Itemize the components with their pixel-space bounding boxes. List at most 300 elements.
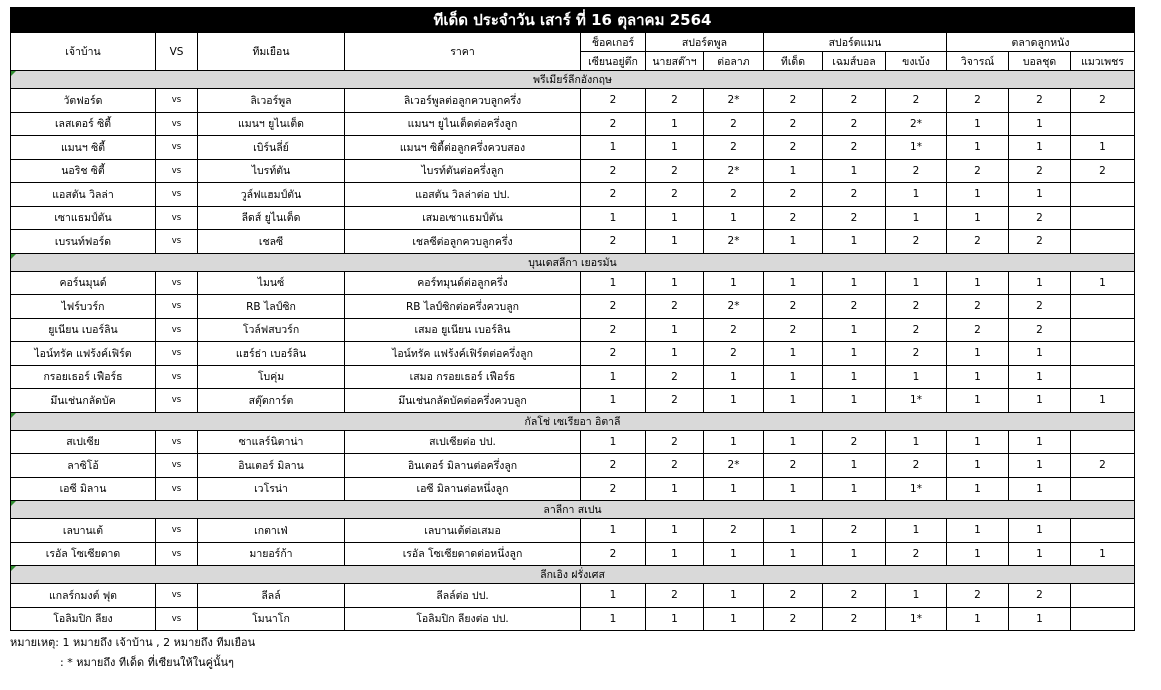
tip-cell: 2	[581, 318, 646, 342]
tip-cell: 1	[1071, 271, 1135, 295]
tip-cell: 2	[1009, 89, 1071, 113]
away-team: เบิร์นลี่ย์	[198, 136, 345, 160]
tip-cell: 2	[823, 430, 886, 454]
tip-cell: 1	[704, 430, 764, 454]
tip-cell: 1	[823, 230, 886, 254]
tip-cell: 2	[823, 183, 886, 207]
tip-cell: 2	[823, 519, 886, 543]
tip-cell: 2	[704, 342, 764, 366]
tip-cell: 2*	[704, 230, 764, 254]
tip-cell: 1*	[886, 136, 947, 160]
tip-cell: 2	[886, 159, 947, 183]
tip-cell: 1	[823, 389, 886, 413]
header-sub: เซียนอยู่ตึก	[581, 52, 646, 71]
tip-cell: 1	[886, 430, 947, 454]
tip-cell: 2	[581, 183, 646, 207]
tip-cell: 1	[947, 477, 1009, 501]
tip-cell: 2	[947, 230, 1009, 254]
header-sub: ต่อลาภ	[704, 52, 764, 71]
league-name: บุนเดสลีกา เยอรมัน	[11, 253, 1135, 271]
price: ลีลล์ต่อ ปป.	[345, 584, 581, 608]
header-sub: ขงเบ้ง	[886, 52, 947, 71]
tip-cell: 2	[1009, 206, 1071, 230]
tip-cell: 2	[823, 136, 886, 160]
tip-cell: 1	[646, 230, 704, 254]
tip-cell: 1	[947, 607, 1009, 631]
tip-cell: 1	[1009, 136, 1071, 160]
tip-cell: 1	[704, 477, 764, 501]
match-row	[11, 183, 1135, 207]
away-team: RB ไลป์ซิก	[198, 295, 345, 319]
tip-cell: 1	[1071, 136, 1135, 160]
tip-cell: 2	[581, 159, 646, 183]
vs-label: vs	[156, 206, 198, 230]
vs-label: vs	[156, 89, 198, 113]
tip-cell: 2	[581, 295, 646, 319]
match-row	[11, 112, 1135, 136]
tip-cell: 1	[1009, 112, 1071, 136]
corner-marker-icon	[11, 566, 16, 571]
away-team: ลิเวอร์พูล	[198, 89, 345, 113]
league-name: ลีกเอิง ฝรั่งเศส	[11, 566, 1135, 584]
tip-cell: 1	[581, 430, 646, 454]
corner-marker-icon	[11, 254, 16, 259]
tip-cell: 1	[764, 389, 823, 413]
vs-label: vs	[156, 136, 198, 160]
note-line-1: หมายเหตุ: 1 หมายถึง เจ้าบ้าน , 2 หมายถึง ทีมเยือน	[10, 636, 256, 649]
tip-cell	[1071, 295, 1135, 319]
vs-label: vs	[156, 112, 198, 136]
tip-cell: 2	[764, 607, 823, 631]
tip-cell	[1071, 342, 1135, 366]
tip-cell: 1	[646, 112, 704, 136]
tip-cell: 1	[823, 454, 886, 478]
tip-cell: 1	[947, 271, 1009, 295]
tip-cell: 2	[646, 365, 704, 389]
home-team: ไอน์ทรัค แฟร้งค์เฟิร์ต	[11, 342, 156, 366]
price: ไบรท์ตันต่อครึ่งลูก	[345, 159, 581, 183]
vs-label: vs	[156, 430, 198, 454]
tip-cell: 2	[646, 183, 704, 207]
tip-cell: 2	[1009, 318, 1071, 342]
tip-cell: 1	[764, 271, 823, 295]
tip-cell: 2	[581, 454, 646, 478]
tip-cell: 2	[581, 89, 646, 113]
tip-cell: 1	[646, 318, 704, 342]
tip-cell: 1	[947, 542, 1009, 566]
tip-cell: 2	[1009, 584, 1071, 608]
header-sub: แมวเพชร	[1071, 52, 1135, 71]
tip-cell: 2	[947, 89, 1009, 113]
match-row	[11, 584, 1135, 608]
header-away: ทีมเยือน	[198, 33, 345, 71]
price: มึนเช่นกลัดบัคต่อครึ่งควบลูก	[345, 389, 581, 413]
tip-cell: 2	[581, 477, 646, 501]
tip-cell: 1	[1009, 365, 1071, 389]
home-team: ไฟร์บวร์ก	[11, 295, 156, 319]
tip-cell: 2	[704, 136, 764, 160]
home-team: กรอยเธอร์ เฟือร์ธ	[11, 365, 156, 389]
price: โอลิมปิก ลียงต่อ ปป.	[345, 607, 581, 631]
tip-cell: 2	[764, 318, 823, 342]
vs-label: vs	[156, 271, 198, 295]
tip-cell: 1	[581, 389, 646, 413]
tip-cell: 2	[823, 295, 886, 319]
price: แอสตัน วิลล่าต่อ ปป.	[345, 183, 581, 207]
tip-cell: 1	[646, 477, 704, 501]
match-row	[11, 318, 1135, 342]
tip-cell: 1	[1009, 183, 1071, 207]
match-row	[11, 230, 1135, 254]
tip-cell: 1*	[886, 607, 947, 631]
home-team: แอสตัน วิลล่า	[11, 183, 156, 207]
header-group-market: ตลาดลูกหนัง	[947, 33, 1135, 52]
home-team: วัตฟอร์ด	[11, 89, 156, 113]
tip-cell: 1	[704, 607, 764, 631]
tip-cell: 2	[704, 519, 764, 543]
tip-cell	[1071, 607, 1135, 631]
tip-cell: 2	[764, 112, 823, 136]
tip-cell: 1	[947, 112, 1009, 136]
away-team: ไมนซ์	[198, 271, 345, 295]
vs-label: vs	[156, 389, 198, 413]
tip-cell: 1	[1009, 607, 1071, 631]
header-group-sportman: สปอร์ตแมน	[764, 33, 947, 52]
vs-label: vs	[156, 519, 198, 543]
tip-cell: 1	[1071, 389, 1135, 413]
vs-label: vs	[156, 230, 198, 254]
home-team: เบรนท์ฟอร์ด	[11, 230, 156, 254]
tip-cell: 1	[581, 271, 646, 295]
tip-cell: 1*	[886, 477, 947, 501]
header-sub: บอลชุด	[1009, 52, 1071, 71]
tip-cell: 2	[947, 584, 1009, 608]
away-team: โวล์ฟสบวร์ก	[198, 318, 345, 342]
tip-cell: 1	[646, 136, 704, 160]
tip-cell: 1	[1009, 389, 1071, 413]
match-row	[11, 519, 1135, 543]
tip-cell: 1	[581, 519, 646, 543]
home-team: เรอัล โซเซียดาด	[11, 542, 156, 566]
away-team: เกตาเฟ่	[198, 519, 345, 543]
tip-cell: 2	[823, 206, 886, 230]
away-team: แฮร์ธ่า เบอร์ลิน	[198, 342, 345, 366]
corner-marker-icon	[11, 413, 16, 418]
header-vs: VS	[156, 33, 198, 71]
away-team: ซาแลร์นิตาน่า	[198, 430, 345, 454]
tip-cell: 1	[1009, 271, 1071, 295]
tip-cell: 2	[704, 112, 764, 136]
home-team: เอซี มิลาน	[11, 477, 156, 501]
price: แมนฯ ยูไนเต็ดต่อครึ่งลูก	[345, 112, 581, 136]
price: คอร์ทมุนด์ต่อลูกครึ่ง	[345, 271, 581, 295]
tips-sheet	[10, 7, 1134, 673]
tip-cell	[1071, 206, 1135, 230]
price: เลบานเต้ต่อเสมอ	[345, 519, 581, 543]
tip-cell: 2	[646, 454, 704, 478]
tip-cell: 2*	[704, 159, 764, 183]
tip-cell: 2	[823, 607, 886, 631]
away-team: โบคุ่ม	[198, 365, 345, 389]
vs-label: vs	[156, 542, 198, 566]
match-row	[11, 430, 1135, 454]
price: เรอัล โซเซียดาดต่อหนึ่งลูก	[345, 542, 581, 566]
match-row	[11, 136, 1135, 160]
away-team: ลีลล์	[198, 584, 345, 608]
tip-cell: 2	[646, 295, 704, 319]
tip-cell: 2	[823, 89, 886, 113]
price: ไอน์ทรัค แฟร้งค์เฟิร์ตต่อครึ่งลูก	[345, 342, 581, 366]
tip-cell: 2	[1071, 159, 1135, 183]
tip-cell: 2	[1009, 159, 1071, 183]
tip-cell: 2	[1071, 454, 1135, 478]
tip-cell: 1	[646, 607, 704, 631]
tip-cell: 2	[581, 542, 646, 566]
note-line-2: : * หมายถึง ทีเด็ด ที่เซียนให้ในคู่นั้นๆ	[60, 656, 234, 669]
tip-cell: 2	[646, 89, 704, 113]
tip-cell: 1	[886, 183, 947, 207]
price: เสมอ กรอยเธอร์ เฟือร์ธ	[345, 365, 581, 389]
away-team: วูล์ฟแฮมป์ตัน	[198, 183, 345, 207]
tip-cell: 1	[1071, 542, 1135, 566]
tip-cell: 1	[764, 230, 823, 254]
tip-cell: 2	[764, 89, 823, 113]
tip-cell: 2	[764, 136, 823, 160]
tip-cell: 1	[581, 607, 646, 631]
tip-cell: 2	[947, 295, 1009, 319]
tip-cell: 2	[646, 584, 704, 608]
tip-cell: 1	[1009, 519, 1071, 543]
tip-cell: 2	[886, 454, 947, 478]
tip-cell: 2	[1009, 230, 1071, 254]
away-team: ลีดส์ ยูไนเต็ด	[198, 206, 345, 230]
tip-cell: 2	[886, 318, 947, 342]
price: สเปเซียต่อ ปป.	[345, 430, 581, 454]
match-row	[11, 454, 1135, 478]
tip-cell: 2*	[704, 295, 764, 319]
tip-cell: 1	[764, 430, 823, 454]
tip-cell: 2	[947, 159, 1009, 183]
tip-cell: 1	[764, 365, 823, 389]
tip-cell: 2*	[704, 89, 764, 113]
tip-cell: 1	[646, 519, 704, 543]
league-name: พรีเมียร์ลีกอังกฤษ	[11, 71, 1135, 89]
tip-cell: 1	[581, 584, 646, 608]
home-team: โอลิมปิก ลียง	[11, 607, 156, 631]
tip-cell: 1	[886, 584, 947, 608]
tip-cell: 2*	[704, 454, 764, 478]
tip-cell: 2	[646, 430, 704, 454]
tip-cell: 2	[886, 89, 947, 113]
tip-cell: 2	[823, 112, 886, 136]
header-price: ราคา	[345, 33, 581, 71]
header-sub: ทีเด็ด	[764, 52, 823, 71]
price: เชลซีต่อลูกควบลูกครึ่ง	[345, 230, 581, 254]
home-team: สเปเซีย	[11, 430, 156, 454]
tip-cell: 1	[823, 159, 886, 183]
away-team: มายอร์ก้า	[198, 542, 345, 566]
tip-cell: 1	[823, 542, 886, 566]
header-sub: เฉมส์บอล	[823, 52, 886, 71]
tip-cell	[1071, 584, 1135, 608]
vs-label: vs	[156, 454, 198, 478]
header-row-1	[11, 33, 1135, 52]
tip-cell: 2	[764, 295, 823, 319]
away-team: โมนาโก	[198, 607, 345, 631]
tip-cell: 1	[947, 389, 1009, 413]
tip-cell: 1	[704, 365, 764, 389]
vs-label: vs	[156, 183, 198, 207]
league-row	[11, 501, 1135, 519]
tip-cell: 1	[764, 477, 823, 501]
tip-cell: 1	[764, 159, 823, 183]
tip-cell: 1	[704, 584, 764, 608]
league-name: กัลโช่ เซเรียอา อิตาลี	[11, 412, 1135, 430]
vs-label: vs	[156, 607, 198, 631]
tip-cell: 2	[581, 230, 646, 254]
vs-label: vs	[156, 318, 198, 342]
home-team: นอริช ซิตี้	[11, 159, 156, 183]
tip-cell: 1	[581, 365, 646, 389]
tip-cell: 2	[646, 389, 704, 413]
tip-cell: 1	[947, 183, 1009, 207]
away-team: เวโรน่า	[198, 477, 345, 501]
price: แมนฯ ซิตี้ต่อลูกครึ่งควบสอง	[345, 136, 581, 160]
away-team: แมนฯ ยูไนเต็ด	[198, 112, 345, 136]
price: เอซี มิลานต่อหนึ่งลูก	[345, 477, 581, 501]
tip-cell: 2	[1009, 295, 1071, 319]
tip-cell: 1	[947, 365, 1009, 389]
tip-cell: 1	[646, 271, 704, 295]
vs-label: vs	[156, 159, 198, 183]
page-title: ทีเด็ด ประจำวัน เสาร์ ที่ 16 ตุลาคม 2564	[11, 8, 1135, 33]
tip-cell	[1071, 112, 1135, 136]
tip-cell: 1	[1009, 454, 1071, 478]
match-row	[11, 389, 1135, 413]
match-row	[11, 477, 1135, 501]
tip-cell: 1	[823, 365, 886, 389]
match-row	[11, 271, 1135, 295]
tip-cell: 1	[581, 136, 646, 160]
header-sub: นายสต๊าฯ	[646, 52, 704, 71]
tip-cell: 1	[704, 271, 764, 295]
tip-cell: 1	[704, 206, 764, 230]
tip-cell: 1	[1009, 342, 1071, 366]
tip-cell: 2	[764, 584, 823, 608]
tip-cell	[1071, 365, 1135, 389]
tip-cell: 2	[886, 230, 947, 254]
tip-cell: 1	[646, 542, 704, 566]
match-row	[11, 206, 1135, 230]
league-name: ลาลีกา สเปน	[11, 501, 1135, 519]
tip-cell: 1	[823, 318, 886, 342]
vs-label: vs	[156, 477, 198, 501]
tip-cell: 1	[947, 430, 1009, 454]
header-group-chocker: ช็อคเกอร์	[581, 33, 646, 52]
match-row	[11, 365, 1135, 389]
match-row	[11, 607, 1135, 631]
price: อินเตอร์ มิลานต่อครึ่งลูก	[345, 454, 581, 478]
league-row	[11, 566, 1135, 584]
price: ลิเวอร์พูลต่อลูกควบลูกครึ่ง	[345, 89, 581, 113]
price: เสมอเซาแธมป์ตัน	[345, 206, 581, 230]
tip-cell: 2	[764, 206, 823, 230]
tip-cell	[1071, 318, 1135, 342]
home-team: มึนเช่นกลัดบัค	[11, 389, 156, 413]
header-group-sportpool: สปอร์ตพูล	[646, 33, 764, 52]
vs-label: vs	[156, 584, 198, 608]
away-team: ไบรท์ตัน	[198, 159, 345, 183]
tip-cell: 1	[823, 342, 886, 366]
home-team: ยูเนียน เบอร์ลิน	[11, 318, 156, 342]
corner-marker-icon	[11, 501, 16, 506]
match-row	[11, 159, 1135, 183]
tip-cell: 1	[646, 342, 704, 366]
header-home: เจ้าบ้าน	[11, 33, 156, 71]
tip-cell: 2	[764, 183, 823, 207]
tip-cell: 1	[704, 389, 764, 413]
tip-cell: 1	[1009, 477, 1071, 501]
tip-cell: 2	[886, 295, 947, 319]
away-team: สตุ๊ตการ์ต	[198, 389, 345, 413]
vs-label: vs	[156, 365, 198, 389]
vs-label: vs	[156, 295, 198, 319]
tip-cell: 2	[947, 318, 1009, 342]
tip-cell: 1	[823, 271, 886, 295]
tip-cell	[1071, 477, 1135, 501]
tip-cell: 2	[581, 112, 646, 136]
tip-cell: 1	[947, 206, 1009, 230]
tip-cell: 2	[646, 159, 704, 183]
tip-cell: 1	[947, 519, 1009, 543]
tip-cell: 1	[947, 342, 1009, 366]
tip-cell: 2	[886, 542, 947, 566]
notes	[10, 633, 1134, 673]
tip-cell: 1	[947, 136, 1009, 160]
home-team: คอร์นมุนด์	[11, 271, 156, 295]
tip-cell: 1	[886, 206, 947, 230]
tip-cell: 2	[764, 454, 823, 478]
home-team: เซาแธมป์ตัน	[11, 206, 156, 230]
home-team: แกลร์กมงต์ ฟุต	[11, 584, 156, 608]
home-team: เลสเตอร์ ซิตี้	[11, 112, 156, 136]
tip-cell: 1	[646, 206, 704, 230]
corner-marker-icon	[11, 71, 16, 76]
away-team: อินเตอร์ มิลาน	[198, 454, 345, 478]
tip-cell	[1071, 430, 1135, 454]
tip-cell: 2	[886, 342, 947, 366]
tip-cell: 1	[886, 271, 947, 295]
tip-cell: 1	[764, 342, 823, 366]
match-row	[11, 89, 1135, 113]
match-row	[11, 542, 1135, 566]
tip-cell	[1071, 519, 1135, 543]
price: เสมอ ยูเนียน เบอร์ลิน	[345, 318, 581, 342]
tip-cell: 1	[1009, 542, 1071, 566]
match-row	[11, 342, 1135, 366]
tip-cell: 2	[704, 183, 764, 207]
tip-cell	[1071, 183, 1135, 207]
tip-cell: 1*	[886, 389, 947, 413]
match-row	[11, 295, 1135, 319]
tip-cell: 1	[947, 454, 1009, 478]
vs-label: vs	[156, 342, 198, 366]
tip-cell: 1	[764, 542, 823, 566]
tip-cell: 1	[704, 542, 764, 566]
tip-cell: 2	[823, 584, 886, 608]
tip-cell: 1	[1009, 430, 1071, 454]
home-team: ลาซิโอ้	[11, 454, 156, 478]
